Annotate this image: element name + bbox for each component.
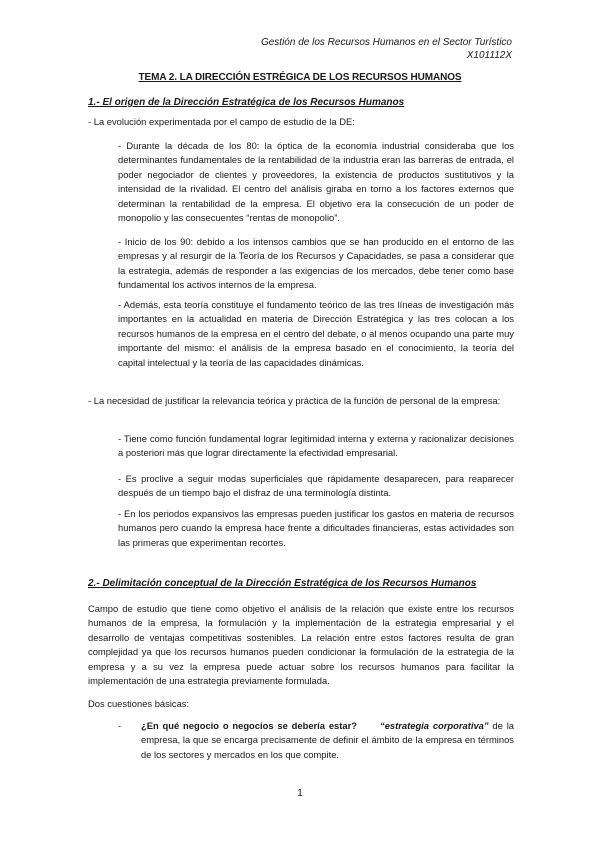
section-1-item-fashions: - Es proclive a seguir modas superficiales que rápidamente desaparecen, para reaparecer después de un tiempo bajo el disfraz de una terminología distinta. (118, 473, 514, 499)
question-1-item (118, 719, 514, 762)
section-1-intro-2: - La necesidad de justificar la relevancia teórica y práctica de la función de personal de la empresa: (88, 395, 501, 406)
question-1-dash: - (118, 720, 122, 731)
questions-label: Dos cuestiones básicas: (88, 698, 190, 709)
section-2-paragraph: Campo de estudio que tiene como objetivo el análisis de la relación que existe entre los recursos humanos de la empresa, la formulación y la implementación de la estrategia empresarial y el desarrollo de ventajas competitivas sostenibles. La relación entre estos factores resulta de gran complejidad ya que los recursos humanos pueden condicionar la formulación de la estrategia de la empresa y a su vez la empresa puede actuar sobre los recursos humanos para facilitar la implementación de una estrategia previamente formulada. (88, 603, 514, 687)
section-1-item-80s: - Durante la década de los 80: la óptica de la economía industrial consideraba que los determinantes fundamentales de la rentabilidad de la industria eran las barreras de entrada, el poder negociador de clientes y proveedores, la existencia de productos sustitutivos y la intensidad de la rivalidad. El centro del análisis giraba en torno a los factores externos que determinan la rentabilidad de la empresa. El objetivo era la consecución de un poder de monopolio y las consecuentes “rentas de monopolio”. (118, 140, 514, 224)
question-1-question: ¿En qué negocio o negocios se debería estar? (141, 720, 357, 731)
section-1-item-90s: - Inicio de los 90: debido a los intensos cambios que se han producido en el entorno de las empresas y al resurgir de la Teoría de los Recursos y Capacidades, se pasa a considerar que la estrategia, además de responder a las exigencias de los mercados, debe tener como base fundamental los activos internos de la empresa. (118, 236, 514, 291)
document-title: TEMA 2. LA DIRECCIÓN ESTRÉGICA DE LOS RECURSOS HUMANOS (138, 72, 462, 83)
section-1-item-expansion: - En los periodos expansivos las empresas pueden justificar los gastos en materia de recursos humanos pero cuando la empresa hace frente a dificultades financieras, estas actividades son las primeras que experimentan recortes. (118, 508, 514, 548)
section-1-item-legitimacy: - Tiene como función fundamental lograr legitimidad interna y externa y racionalizar decisiones a posteriori más que lograr directamente la efectividad empresarial. (118, 433, 514, 459)
question-1-rest: de la empresa, la que se encarga precisamente de definir el ámbito de la empresa en términos de los sectores y mercados en los que compite. (141, 720, 514, 760)
section-1-heading: 1.- El origen de la Dirección Estratégica de los Recursos Humanos (88, 97, 405, 108)
question-1-text (118, 719, 514, 762)
section-2-heading: 2.- Delimitación conceptual de la Dirección Estratégica de los Recursos Humanos (88, 578, 477, 589)
section-1-intro: - La evolución experimentada por el campo de estudio de la DE: (88, 116, 355, 127)
page-number: 1 (297, 788, 303, 799)
question-1-term: “estrategia corporativa” (380, 720, 489, 731)
header-course-code: X101112X (466, 50, 512, 61)
header-course-title: Gestión de los Recursos Humanos en el Sector Turístico (260, 37, 512, 48)
section-1-item-theory: - Además, esta teoría constituye el fundamento teórico de las tres líneas de investigación más importantes en la actualidad en materia de Dirección Estratégica y las tres colocan a los recursos humanos de la empresa en el centro del debate, o al menos ocupando una parte muy importante del mismo: el análisis de la empresa basado en el conocimiento, la teoría del capital intelectual y la teoría de las capacidades dinámicas. (118, 299, 514, 368)
